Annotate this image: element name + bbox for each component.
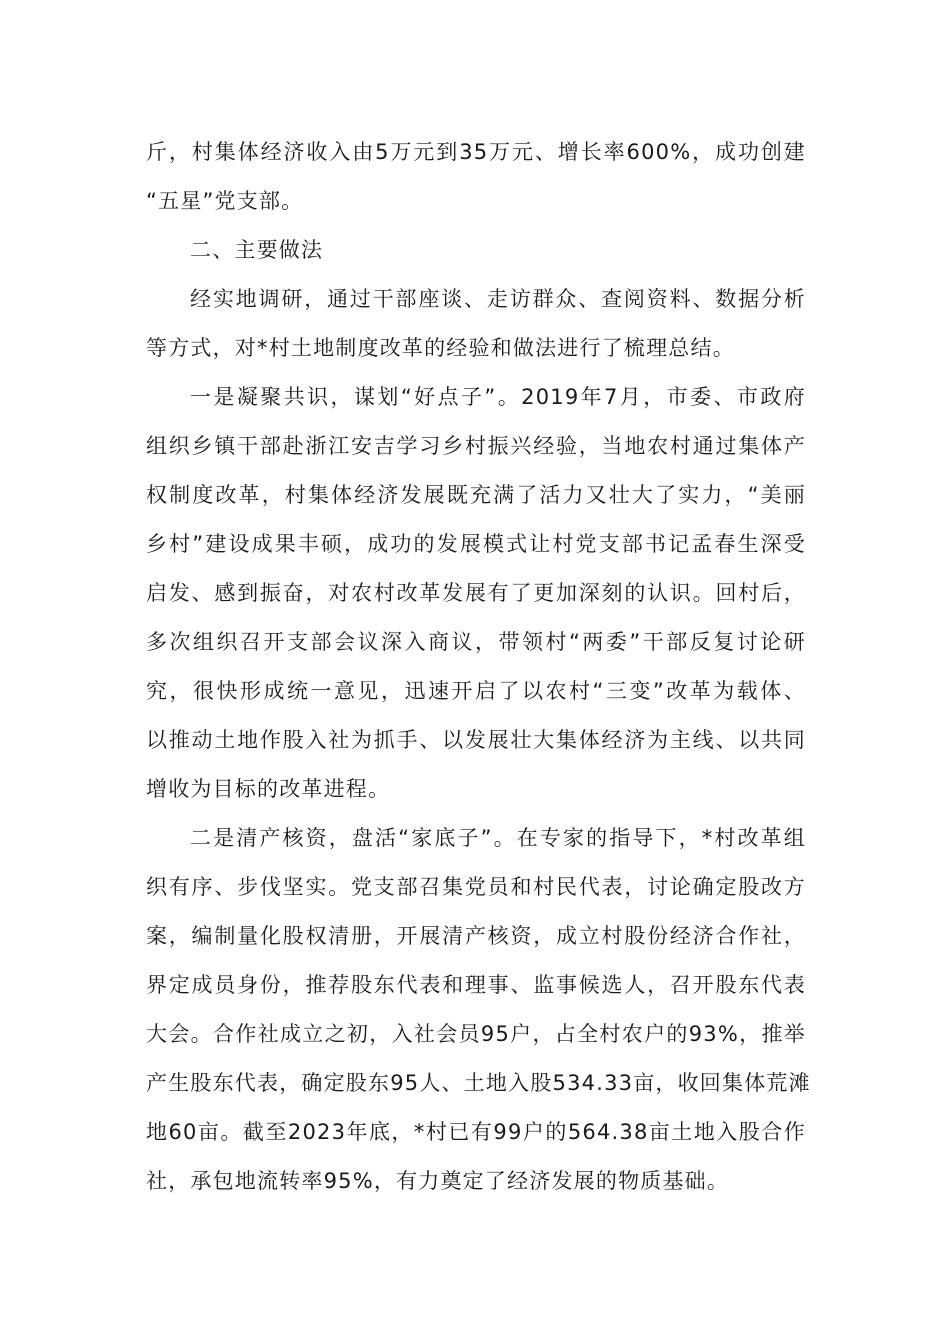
document-body: [146, 128, 811, 1206]
text-line: 界定成员身份，推荐股东代表和理事、监事候选人，召开股东代表: [146, 973, 806, 997]
text-line: 社，承包地流转率95%，有力奠定了经济发展的物质基础。: [146, 1169, 730, 1193]
text-line: 增收为目标的改革进程。: [146, 777, 391, 801]
paragraph-consensus: [146, 373, 806, 814]
paragraph-method-intro: [146, 275, 806, 373]
text-line: “五星”党支部。: [146, 189, 304, 213]
text-line: 案，编制量化股权清册，开展清产核资，成立村股份经济合作社，: [146, 924, 806, 948]
text-line: 以推动土地作股入社为抓手、以发展壮大集体经济为主线、以共同: [146, 728, 806, 752]
text-line: 究，很快形成统一意见，迅速开启了以农村“三变”改革为载体、: [146, 679, 806, 703]
text-line: 经实地调研，通过干部座谈、走访群众、查阅资料、数据分析: [190, 287, 806, 311]
text-line: 地60亩。截至2023年底，*村已有99户的564.38亩土地入股合作: [146, 1120, 806, 1144]
text-line: 一是凝聚共识，谋划“好点子”。2019年7月，市委、市政府: [190, 385, 806, 409]
text-line: 权制度改革，村集体经济发展既充满了活力又壮大了实力，“美丽: [146, 483, 806, 507]
section-heading: [146, 226, 806, 275]
text-line: 多次组织召开支部会议深入商议，带领村“两委”干部反复讨论研: [146, 630, 806, 654]
text-line: 等方式，对*村土地制度改革的经验和做法进行了梳理总结。: [146, 336, 735, 360]
paragraph-intro-continuation: [146, 128, 806, 226]
paragraph-asset-check: [146, 814, 811, 1206]
text-line: 斤，村集体经济收入由5万元到35万元、增长率600%，成功创建: [146, 140, 806, 164]
text-line: 乡村”建设成果丰硕，成功的发展模式让村党支部书记孟春生深受: [146, 532, 806, 556]
text-line: 启发、感到振奋，对农村改革发展有了更加深刻的认识。回村后，: [146, 581, 806, 605]
text-line: 产生股东代表，确定股东95人、土地入股534.33亩，收回集体荒滩: [146, 1071, 811, 1095]
text-line: 织有序、步伐坚实。党支部召集党员和村民代表，讨论确定股改方: [146, 875, 806, 899]
heading-text: 二、主要做法: [190, 238, 324, 262]
text-line: 组织乡镇干部赴浙江安吉学习乡村振兴经验，当地农村通过集体产: [146, 434, 806, 458]
text-line: 大会。合作社成立之初，入社会员95户，占全村农户的93%，推举: [146, 1022, 806, 1046]
text-line: 二是清产核资，盘活“家底子”。在专家的指导下，*村改革组: [190, 826, 806, 850]
